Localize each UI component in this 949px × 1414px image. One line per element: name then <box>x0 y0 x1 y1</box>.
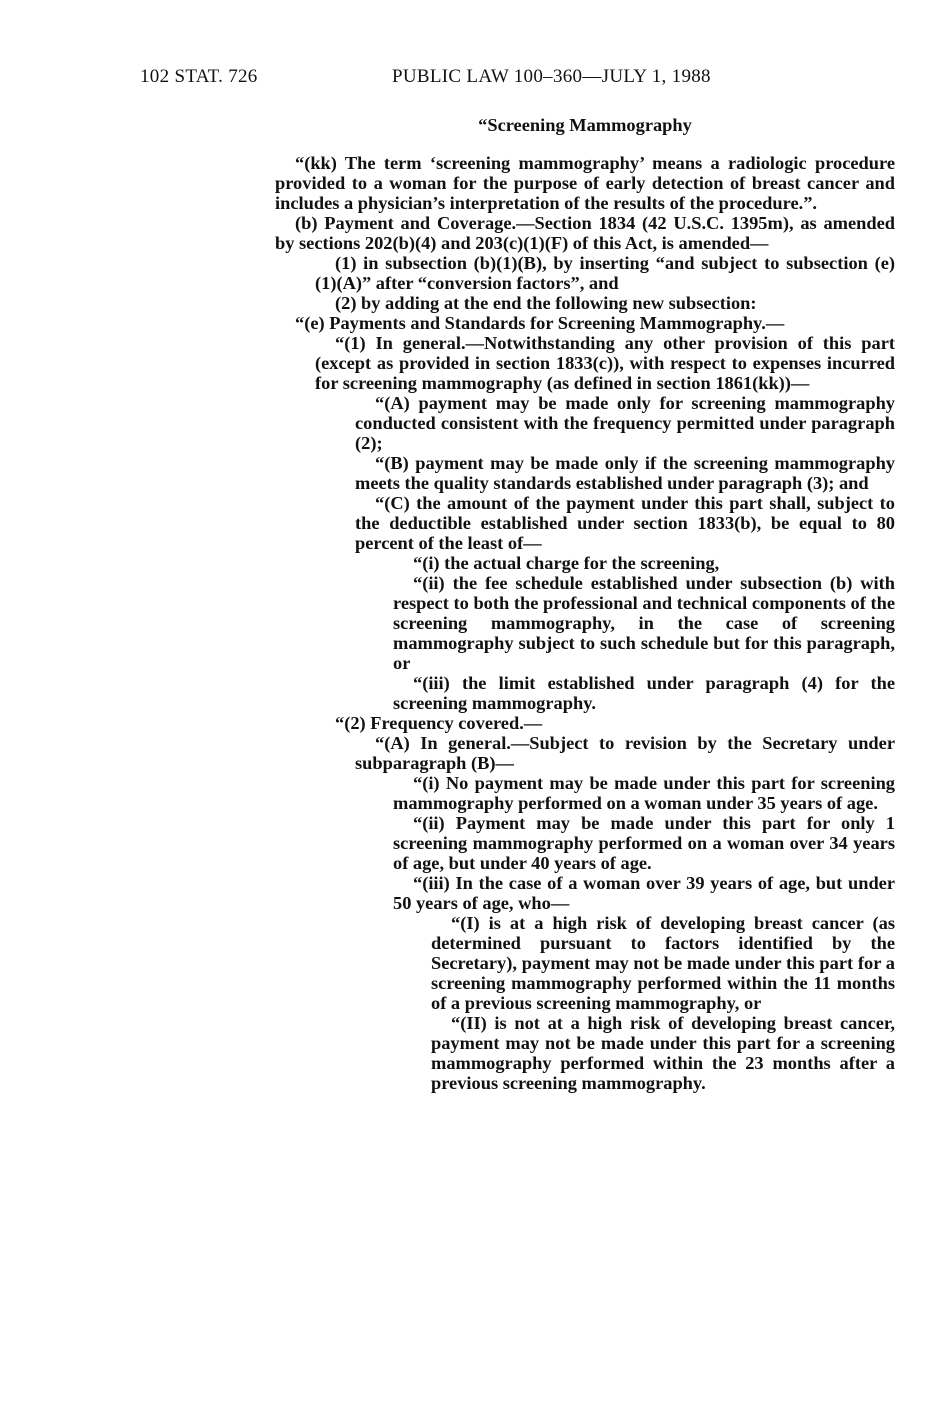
subsection-b: (b) Payment and Coverage.—Section 1834 (42 U.S.C. 1395m), as amended by sections 202(b)(4) and 203(c)(1)(F) of this Act, is amended— <box>275 213 895 253</box>
clause-2A-i: “(i) No payment may be made under this part for screening mammography performed on a woman under 35 years of age. <box>393 773 895 813</box>
subsection-e-heading: “(e) Payments and Standards for Screening Mammography.— <box>295 313 785 333</box>
paragraph-2-heading: “(2) Frequency covered.— <box>335 713 543 733</box>
clause-ii: “(ii) the fee schedule established under subsection (b) with respect to both the professional and technical components of the screening mammography, in the case of screening mammography subject to such schedule but for this paragraph, or <box>393 573 895 673</box>
page-reference: 102 STAT. 726 <box>140 66 258 87</box>
definition-kk: “(kk) The term ‘screening mammography’ means a radiologic procedure provided to a woman for the purpose of early detection of breast cancer and includes a physician’s interpretation of the results of the procedure.”. <box>275 153 895 213</box>
clause-i: “(i) the actual charge for the screening, <box>413 553 720 573</box>
clause-2A-ii: “(ii) Payment may be made under this part for only 1 screening mammography performed on a woman over 34 years of age, but under 40 years of age. <box>393 813 895 873</box>
clause-iii: “(iii) the limit established under paragraph (4) for the screening mammography. <box>393 673 895 713</box>
clause-2A-iii: “(iii) In the case of a woman over 39 years of age, but under 50 years of age, who— <box>393 873 895 913</box>
subparagraph-C: “(C) the amount of the payment under this part shall, subject to the deductible established under section 1833(b), be equal to 80 percent of the least of— <box>355 493 895 553</box>
amendment-2: (2) by adding at the end the following new subsection: <box>335 293 757 313</box>
paragraph-1: “(1) In general.—Notwithstanding any other provision of this part (except as provided in section 1833(c)), with respect to expenses incurred for screening mammography (as defined in section 1861(kk))— <box>315 333 895 393</box>
running-header <box>140 66 889 94</box>
subparagraph-A: “(A) payment may be made only for screening mammography conducted consistent with the frequency permitted under paragraph (2); <box>355 393 895 453</box>
subparagraph-2A: “(A) In general.—Subject to revision by the Secretary under subparagraph (B)— <box>355 733 895 773</box>
subclause-II: “(II) is not at a high risk of developing breast cancer, payment may not be made under this part for a screening mammography performed within the 23 months after a previous screening mammography. <box>431 1013 895 1093</box>
subparagraph-B: “(B) payment may be made only if the screening mammography meets the quality standards established under paragraph (3); and <box>355 453 895 493</box>
amendment-1: (1) in subsection (b)(1)(B), by inserting “and subject to subsection (e)(1)(A)” after “conversion factors”, and <box>315 253 895 293</box>
section-heading: “Screening Mammography <box>478 115 692 135</box>
document-body <box>275 115 895 1093</box>
subclause-I: “(I) is at a high risk of developing breast cancer (as determined pursuant to factors identified by the Secretary), payment may not be made under this part for a screening mammography performed within the 11 months of a previous screening mammography, or <box>431 913 895 1013</box>
law-title: PUBLIC LAW 100–360—JULY 1, 1988 <box>392 66 711 87</box>
